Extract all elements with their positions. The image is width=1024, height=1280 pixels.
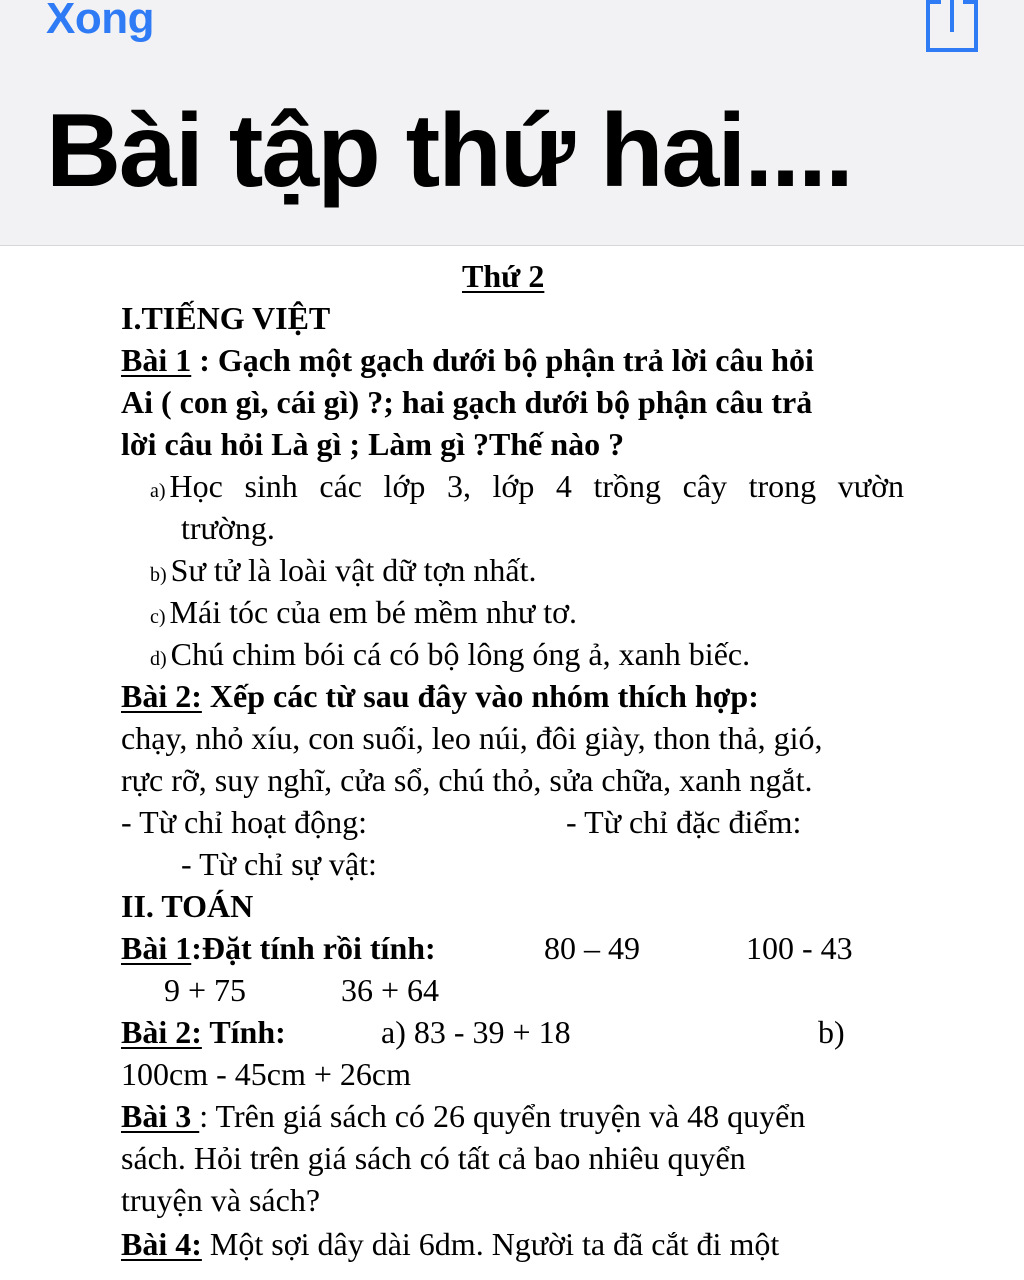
item-text: Sư tử là loài vật dữ tợn nhất. — [170, 552, 537, 588]
calc-part-b: 100cm - 45cm + 26cm — [121, 1056, 411, 1092]
list-item — [150, 468, 904, 505]
item-marker: b) — [150, 564, 167, 586]
math-3-line-2: sách. Hỏi trên giá sách có tất cả bao nhiêu quyển — [121, 1140, 746, 1176]
group-trait-label: - Từ chỉ đặc điểm: — [566, 804, 802, 840]
word-list-line-1: chạy, nhỏ xíu, con suối, leo núi, đôi giày, thon thả, gió, — [121, 720, 823, 756]
exercise-text: Tính: — [201, 1014, 286, 1050]
share-icon[interactable] — [920, 0, 984, 58]
calc-item: 100 - 43 — [746, 930, 853, 966]
section-vietnamese: I.TIẾNG VIỆT — [121, 300, 331, 336]
exercise-text: : Trên giá sách có 26 quyển truyện và 48 quyển — [199, 1098, 806, 1134]
exercise-1-line-1 — [121, 342, 814, 379]
exercise-text: Một sợi dây dài 6dm. Người ta đã cắt đi một — [201, 1226, 780, 1262]
day-heading: Thứ 2 — [462, 258, 545, 294]
navigation-bar — [0, 0, 1024, 246]
calc-part-a: a) 83 - 39 + 18 — [381, 1014, 571, 1050]
math-3-line-1 — [121, 1098, 805, 1135]
exercise-1-line-2: Ai ( con gì, cái gì) ?; hai gạch dưới bộ phận câu trả — [121, 384, 813, 420]
list-item — [150, 552, 536, 589]
group-action-label: - Từ chỉ hoạt động: — [121, 804, 368, 840]
list-item — [150, 636, 750, 673]
calc-item: 9 + 75 — [164, 972, 247, 1008]
item-marker: d) — [150, 648, 167, 670]
group-thing-label: - Từ chỉ sự vật: — [181, 846, 377, 882]
exercise-text: :Đặt tính rồi tính: — [191, 930, 436, 966]
exercise-label: Bài 3 — [121, 1098, 200, 1134]
item-text: Học sinh các lớp 3, lớp 4 trồng cây trong vườn — [169, 468, 904, 504]
exercise-label: Bài 1 — [121, 342, 192, 378]
list-item — [150, 594, 577, 631]
exercise-text: : Gạch một gạch dưới bộ phận trả lời câu hỏi — [191, 342, 814, 378]
list-item-continuation: trường. — [181, 510, 275, 546]
item-text: Chú chim bói cá có bộ lông óng ả, xanh biếc. — [170, 636, 751, 672]
item-marker: a) — [150, 480, 166, 502]
exercise-2-title — [121, 678, 759, 715]
item-marker: c) — [150, 606, 166, 628]
exercise-text: Xếp các từ sau đây vào nhóm thích hợp: — [201, 678, 759, 714]
exercise-label: Bài 2: — [121, 1014, 202, 1050]
calc-part-b-label: b) — [818, 1014, 845, 1050]
done-button[interactable]: Xong — [46, 0, 154, 43]
page-title: Bài tập thứ hai.... — [46, 93, 852, 209]
word-list-line-2: rực rỡ, suy nghĩ, cửa sổ, chú thỏ, sửa chữa, xanh ngắt. — [121, 762, 813, 798]
math-1-title — [121, 930, 436, 967]
exercise-label: Bài 2: — [121, 678, 202, 714]
exercise-label: Bài 1 — [121, 930, 192, 966]
math-4-line-1 — [121, 1226, 779, 1263]
item-text: Mái tóc của em bé mềm như tơ. — [169, 594, 578, 630]
calc-item: 36 + 64 — [341, 972, 440, 1008]
math-3-line-3: truyện và sách? — [121, 1182, 321, 1218]
exercise-1-line-3: lời câu hỏi Là gì ; Làm gì ?Thế nào ? — [121, 426, 625, 462]
exercise-label: Bài 4: — [121, 1226, 202, 1262]
section-math: II. TOÁN — [121, 888, 254, 924]
calc-item: 80 – 49 — [544, 930, 640, 966]
math-2-title — [121, 1014, 286, 1051]
document-content — [0, 246, 1024, 1280]
